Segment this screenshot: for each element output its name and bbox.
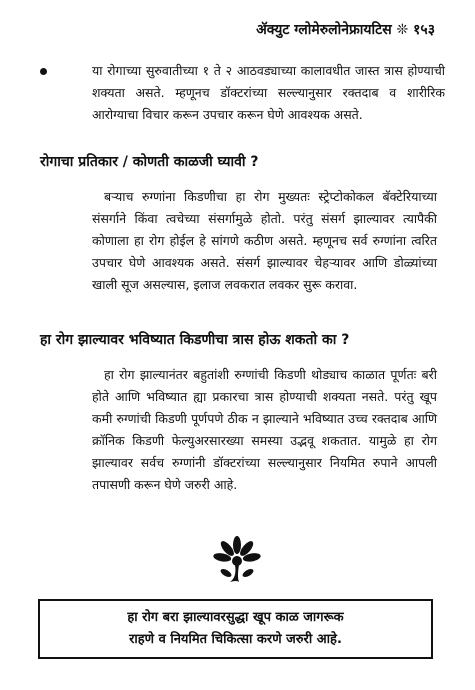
bullet-point bbox=[40, 60, 445, 126]
section-heading-future: हा रोग झाल्यावर भविष्यात किडणीचा त्रास होऊ शकतो का ? bbox=[40, 332, 350, 348]
highlight-box bbox=[38, 599, 433, 659]
section-text-prevention: बऱ्याच रुग्णांना किडणीचा हा रोग मुख्यतः स्ट्रेप्टोकोकल बॅक्टेरियाच्या संसर्गाने किंवा त्वचेच्या संसर्गामुळे होतो. परंतु संसर्ग झाल्यावर त्यापैकी कोणाला हा रोग होईल हे सांगणे कठीण असते. म्हणूनच सर्व रुग्णांना त्वरित उपचार घेणे आवश्यक असते. संसर्ग झाल्यावर चेहऱ्यावर आणि डोळ्यांच्या खाली सूज असल्यास, इलाज लवकरात लवकर सुरू करावा. bbox=[92, 189, 437, 292]
highlight-line-1: हा रोग बरा झाल्यावरसुद्धा खूप काळ जागरूक bbox=[127, 610, 344, 625]
section-text-future: हा रोग झाल्यानंतर बहुतांशी रुग्णांची किडणी थोड्याच काळात पूर्णतः बरी होते आणि भविष्यात ह्या प्रकारचा त्रास होण्याची शक्यता नसते. परंतु खूप कमी रुग्णांची किडणी पूर्णपणे ठीक न झाल्याने भविष्यात उच्च रक्तदाब आणि क्रॉनिक किडणी फेल्युअरसारख्या समस्या उद्भवू शकतात. यामुळे हा रोग झाल्यावर सर्वच रुग्णांनी डॉक्टरांच्या सल्ल्यानुसार नियमित रुपाने आपली तपासणी करून घेणे जरुरी आहे. bbox=[92, 367, 437, 492]
bullet-dot-icon bbox=[40, 68, 47, 75]
highlight-line-2: राहणे व नियमित चिकित्सा करणे जरुरी आहे. bbox=[129, 632, 342, 647]
floral-ornament-icon bbox=[212, 535, 262, 585]
section-body-prevention bbox=[92, 186, 437, 296]
section-heading-prevention: रोगाचा प्रतिकार / कोणती काळजी घ्यावी ? bbox=[40, 154, 259, 170]
section-body-future bbox=[92, 364, 437, 496]
running-header: ॲक्युट ग्लोमेरुलोनेफ्रायटिस ❊ १५३ bbox=[256, 22, 435, 38]
bullet-text: या रोगाच्या सुरुवातीच्या १ ते २ आठवड्याच्या कालावधीत जास्त त्रास होण्याची शक्यता असते. म्हणूनच डॉक्टरांच्या सल्ल्यानुसार रक्तदाब व शारीरिक आरोग्याचा विचार करून उपचार करून घेणे आवश्यक असते. bbox=[92, 63, 445, 122]
